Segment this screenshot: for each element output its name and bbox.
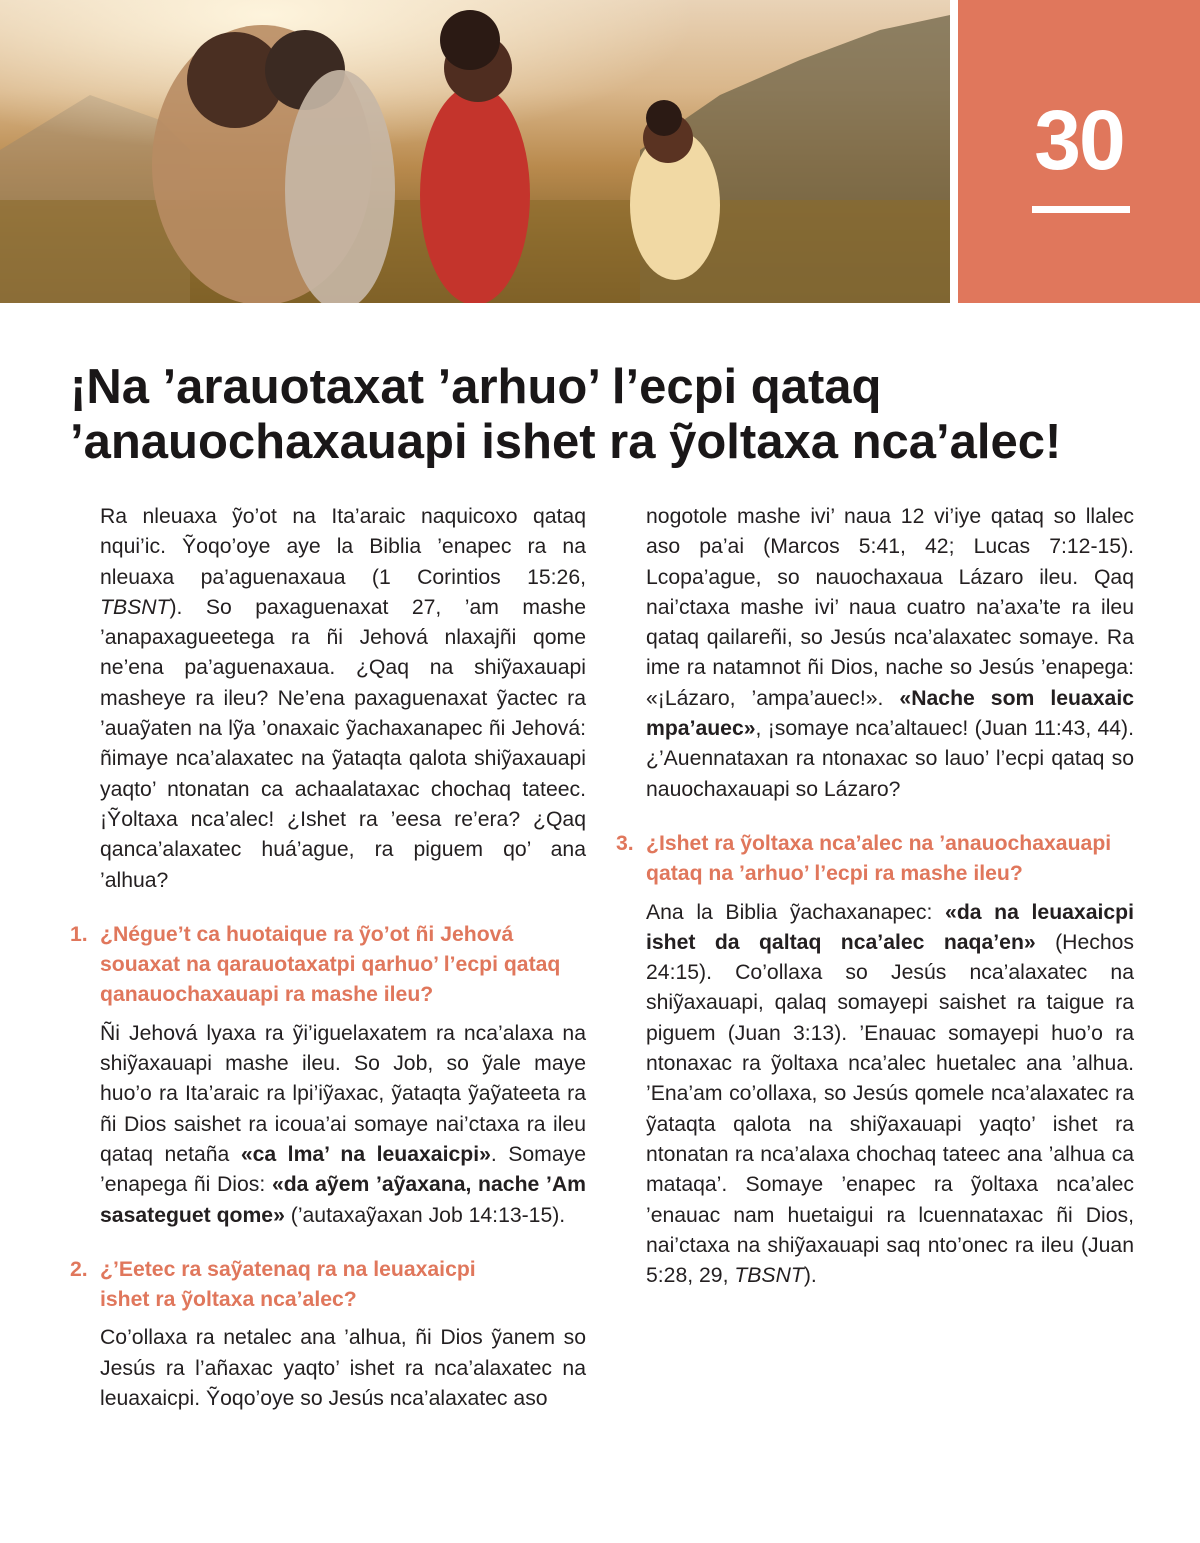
- text-run: Ra: [1099, 626, 1134, 650]
- text-run: ra: [1060, 595, 1091, 619]
- question-text: ¿Négue’t ca huotaique ra ỹo’ot ñi Jehová souaxat na qarauotaxatpi qarhuo’ l’ecpi qataq qanauochaxauapi ra mashe ileu?: [100, 922, 561, 1007]
- text-run: . Somaye ’enapega ñi Dios:: [100, 1142, 586, 1197]
- text-run: l’ecpi: [988, 747, 1045, 771]
- lesson-number-box: [958, 0, 1200, 303]
- text-run: Ra nleuaxa ỹo’ot na Ita’araic naquicoxo qataq nqui’ic. Ỹoqo’oye aye la Biblia ’enapec ra na nleuaxa pa’aguenaxaua (1 Corintios 15:26,: [100, 505, 586, 589]
- text-run: na’axa’te: [965, 595, 1061, 619]
- text-run: 5:41,: [839, 535, 906, 559]
- question-number: 2.: [70, 1257, 88, 1281]
- text-run: (Juan: [968, 717, 1028, 741]
- text-run: mashe: [727, 505, 801, 528]
- text-run: ileu: [1090, 595, 1134, 619]
- answer-3-paragraph: [646, 898, 1134, 1292]
- text-run: ra: [680, 656, 706, 680]
- bold-quote: mpa’auec»: [646, 717, 756, 741]
- text-run: ¿’Auennataxan: [646, 747, 789, 771]
- text-run: so: [907, 747, 938, 771]
- family-meadow-illustration: [0, 0, 950, 303]
- answer-2-paragraph: [100, 1323, 586, 1414]
- question-text: ¿’Eetec ra saỹatenaq ra na leuaxaicpi ishet ra ỹoltaxa nca’alec?: [100, 1257, 476, 1312]
- question-number: 3.: [616, 831, 634, 855]
- bold-quote: «da aỹem ’aỹaxana, nache ’Am sasateguet qome»: [100, 1173, 586, 1227]
- text-run: ime: [646, 656, 681, 680]
- text-run: ileu.: [1023, 565, 1079, 589]
- text-run: ). So paxaguenaxat 27, ’am mashe ’anapaxagueetega ra ñi Jehová nlaxajñi qome ne’ena pa’aguenaxaua. ¿Qaq na shiỹaxauapi masheye ra ileu? Ne’ena paxaguenaxat ỹactec ra ’auaỹaten na lỹa ’onaxaic ỹachaxanapec ñi Jehová: ñimaye nca’alaxatec na ỹataqta qalota shiỹaxauapi yaqto’ ntonatan ca achaalataxac chochaq tateec. ¡Ỹoltaxa nca’alec! ¿Ishet ra ’eesa re’era? ¿Qaq qanca’alaxatec huá’ague, ra piguem qo’ ana ’alhua?: [100, 595, 586, 892]
- text-run: nca’altauec!: [848, 717, 969, 741]
- text-run: qataq: [981, 505, 1044, 528]
- text-run: naua: [834, 505, 892, 528]
- text-run: nca’alaxatec: [885, 626, 1012, 650]
- text-run: so: [1043, 505, 1077, 528]
- question-number: 1.: [70, 922, 88, 946]
- text-run: 7:12-15).: [1030, 535, 1135, 559]
- text-run: so: [761, 565, 800, 589]
- text-run: 42;: [905, 535, 955, 559]
- text-run: so: [789, 777, 818, 801]
- text-run: Ñi Jehová lyaxa ra ỹi’iguelaxatem ra nca’alaxa na shiỹaxauapi mashe ileu. So Job, so ỹale maye huo’o ra Ita’araic ra lpi’iỹaxac, ỹataqta ỹaỹateeta ra ñi Dios saishet ra icoua’ai somaye nai’ctaxa ra ileu qataq netaña: [100, 1021, 586, 1166]
- bold-quote: leuaxaic: [1034, 686, 1134, 710]
- text-run: ivi’: [803, 595, 839, 619]
- question-1: [70, 920, 586, 1011]
- text-run: so: [943, 656, 973, 680]
- lesson-title: ¡Na ’arauotaxat ’arhuo’ l’ecpi qataq ’anauochaxauapi ishet ra ỹoltaxa nca’alec!: [70, 360, 1062, 469]
- text-run: aso: [646, 535, 681, 559]
- text-run: 12: [891, 505, 925, 528]
- text-run: ¡somaye: [761, 717, 849, 741]
- text-run: (Marcos: [744, 535, 840, 559]
- text-run: mashe: [729, 595, 804, 619]
- text-run: Lcopa’ague,: [646, 565, 762, 589]
- text-run: Dios,: [823, 656, 879, 680]
- text-run: Jesús: [822, 626, 886, 650]
- text-run: Jesús: [972, 656, 1035, 680]
- hero-photo: [0, 0, 950, 303]
- text-run: so: [792, 626, 823, 650]
- text-run: ,: [755, 717, 762, 741]
- text-run: natamnot: [705, 656, 801, 680]
- text-run: Lucas: [954, 535, 1031, 559]
- text-run: lauo’: [937, 747, 989, 771]
- answer-2-continued: [646, 502, 1134, 805]
- text-run: somaye.: [1011, 626, 1100, 650]
- text-run: ñi: [800, 656, 824, 680]
- left-column: [70, 502, 586, 1414]
- lesson-number-underline: [1032, 206, 1130, 213]
- text-run: (’autaxaỹaxan Job 14:13-15).: [284, 1203, 566, 1227]
- text-run: vi’iye: [924, 505, 982, 528]
- text-run: nogotole: [646, 505, 728, 528]
- text-run: ).: [803, 1264, 817, 1288]
- text-run: Lázaro: [942, 565, 1024, 589]
- right-column: [616, 502, 1135, 1291]
- question-2: [70, 1255, 586, 1316]
- text-run: nauochaxaua: [799, 565, 943, 589]
- text-run: ntonaxac: [814, 747, 908, 771]
- text-run: qataq: [1044, 747, 1105, 771]
- question-text: ¿Ishet ra ỹoltaxa nca’alec na ’anauochaxauapi qataq na ’arhuo’ l’ecpi ra mashe ileu?: [646, 831, 1112, 886]
- text-run: cuatro: [896, 595, 966, 619]
- bold-quote: som: [974, 686, 1035, 710]
- text-run: qailareñi,: [699, 626, 793, 650]
- text-run: qataq: [646, 626, 700, 650]
- text-run: ra: [788, 747, 815, 771]
- italic-abbrev: TBSNT: [100, 595, 170, 619]
- text-run: Lázaro?: [818, 777, 901, 801]
- text-run: [883, 687, 899, 710]
- bold-quote: «Nache: [899, 686, 975, 710]
- text-run: (Hechos 24:15). Co’ollaxa so Jesús nca’alaxatec na shiỹaxauapi, qalaq somayepi saishet ra taigue ra piguem (Juan 3:13). ’Enauac somayepi huo’o ra ntonaxac ra ỹoltaxa nca’alec huetalec ana ’alhua. ’Ena’am co’ollaxa, so Jesús qomele nca’alaxatec ra ỹataqta qalota na shiỹaxauapi yaqto’ ishet ra ntonatan ra nca’alaxa chochaq tateec ana ’alhua ca mataqa’. Somaye ’enapec ra ỹoltaxa nca’alec ’enauac nam huetaigui ra lcuennataxac ñi Dios, nai’ctaxa na shiỹaxauapi saq nto’onec ra ileu (Juan 5:28, 29,: [646, 930, 1134, 1288]
- text-run: so: [1104, 747, 1134, 771]
- text-run: Qaq: [1078, 565, 1134, 589]
- text-run: ’enapega:: [1034, 656, 1134, 680]
- text-run: Co’ollaxa ra netalec ana ’alhua, ñi Dios ỹanem so Jesús ra l’añaxac yaqto’ ishet ra nca’alaxatec na leuaxaicpi. Ỹoqo’oye so Jesús nca’alaxatec aso: [100, 1326, 586, 1411]
- text-run: nache: [878, 656, 944, 680]
- text-run: ivi’: [800, 505, 835, 528]
- text-run: nai’ctaxa: [646, 595, 730, 619]
- text-run: llalec: [1076, 505, 1135, 528]
- text-run: naua: [838, 595, 897, 619]
- text-run: Ana la Biblia ỹachaxanapec:: [646, 900, 946, 924]
- text-run: pa’ai: [680, 535, 745, 559]
- intro-paragraph: [100, 502, 586, 896]
- text-run: 11:43,: [1027, 717, 1092, 741]
- italic-abbrev: TBSNT: [734, 1264, 804, 1288]
- bold-quote: «da na leuaxaicpi ishet da qaltaq nca’alec naqa’en»: [646, 900, 1134, 954]
- text-run: nauochaxauapi: [646, 777, 790, 801]
- bold-quote: «ca lma’ na leuaxaicpi»: [240, 1142, 491, 1166]
- text-run: ’ampa’auec!».: [735, 686, 884, 710]
- text-run: «¡Lázaro,: [646, 686, 736, 710]
- answer-1-paragraph: [100, 1019, 586, 1231]
- question-3: [616, 829, 1134, 890]
- text-run: 44).: [1091, 717, 1134, 741]
- lesson-number: 30: [1034, 93, 1124, 187]
